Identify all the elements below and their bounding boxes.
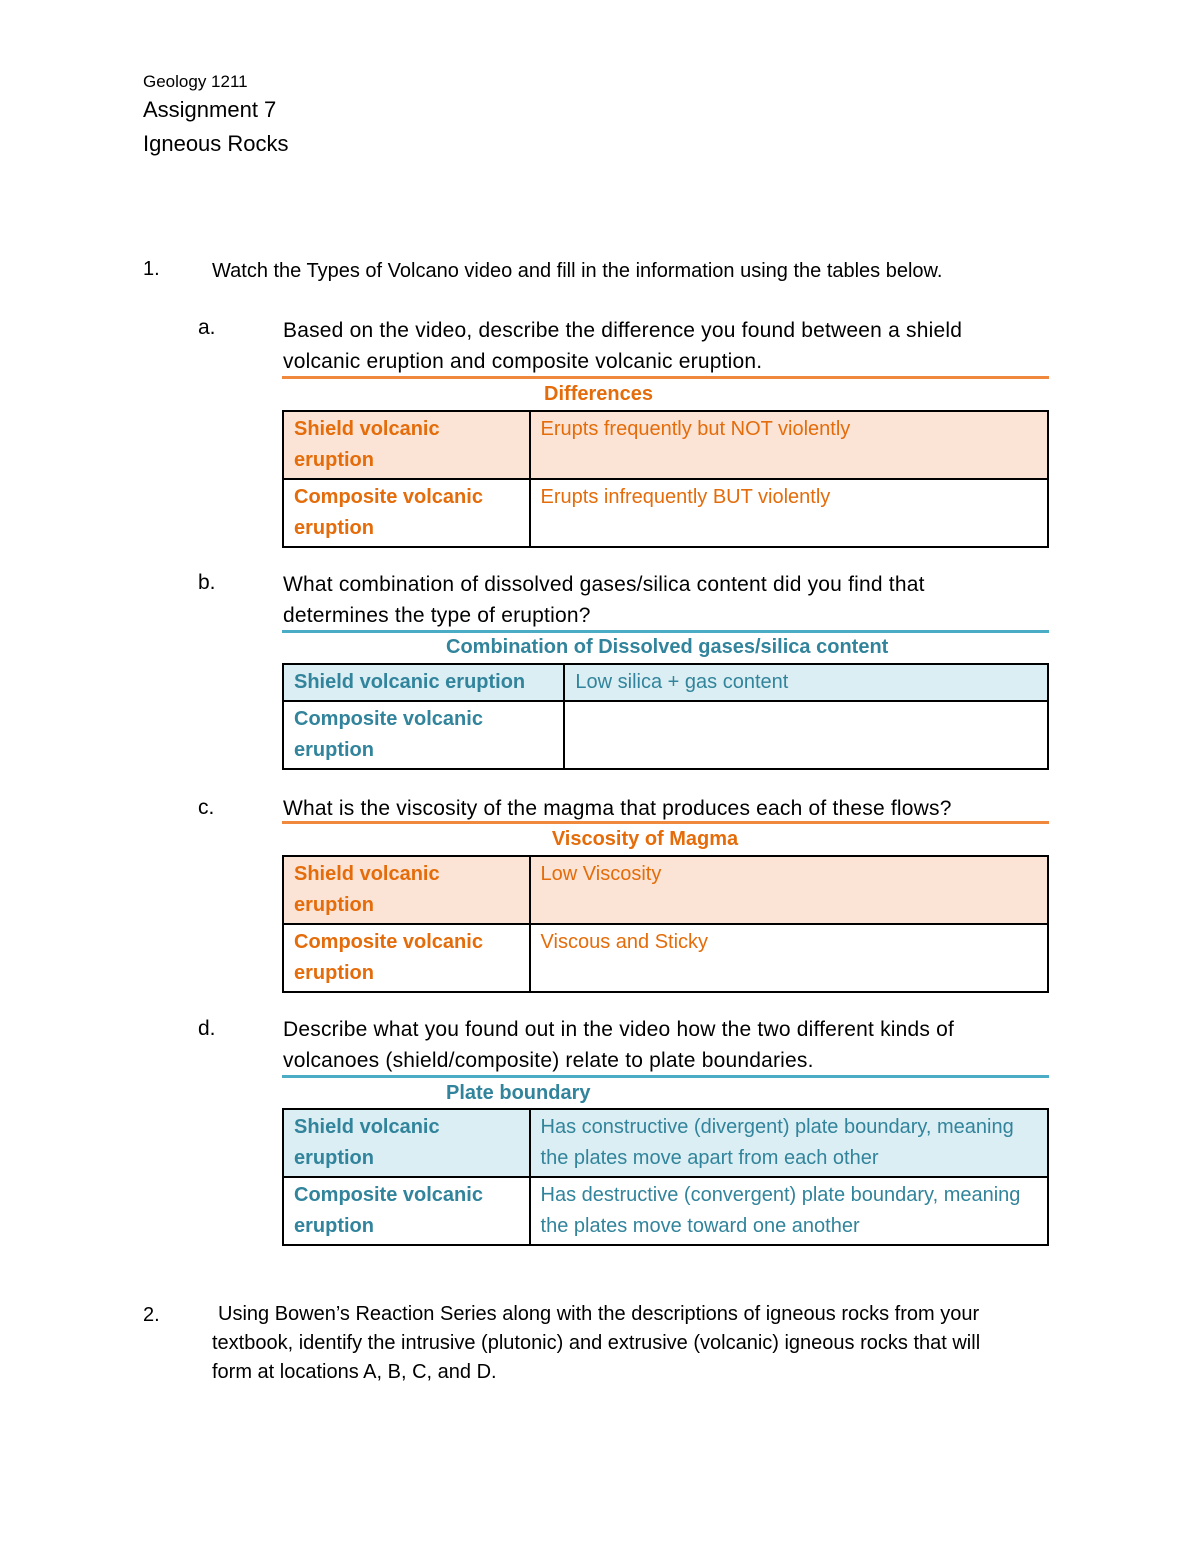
part-b-letter: b. — [198, 571, 216, 594]
viscosity-table — [282, 855, 1049, 993]
viscosity-caption: Viscosity of Magma — [551, 828, 739, 850]
plate-table — [282, 1108, 1049, 1246]
row-value[interactable]: Erupts frequently but NOT violently — [530, 411, 1048, 479]
question-1-text: Watch the Types of Volcano video and fill in the information using the tables below. — [212, 260, 943, 282]
question-1-number: 1. — [143, 258, 160, 280]
part-c-question: What is the viscosity of the magma that produces each of these flows? — [283, 797, 952, 820]
question-2-number: 2. — [143, 1304, 160, 1326]
row-value[interactable]: Has destructive (convergent) plate boundary, meaning the plates move toward one another — [530, 1177, 1048, 1245]
assignment-label: Assignment 7 — [143, 97, 277, 122]
part-a-letter: a. — [198, 316, 216, 339]
row-label: Composite volcanic eruption — [283, 1177, 530, 1245]
table-row — [283, 1177, 1048, 1245]
table-row — [283, 1109, 1048, 1177]
table-row — [283, 924, 1048, 992]
row-label: Composite volcanic eruption — [283, 924, 530, 992]
row-value[interactable]: Low silica + gas content — [564, 664, 1048, 701]
part-d-question: Describe what you found out in the video how the two different kinds of volcanoes (shield/composite) relate to plate boundaries. — [283, 1018, 955, 1072]
part-a-rule — [282, 376, 1049, 379]
part-b-rule — [282, 630, 1049, 633]
question-2-text: Using Bowen’s Reaction Series along with the descriptions of igneous rocks from your textbook, identify the intrusive (plutonic) and extrusive (volcanic) igneous rocks that will form at locations A, B, C, and D. — [212, 1303, 981, 1383]
row-label: Composite volcanic eruption — [283, 479, 530, 547]
silica-caption: Combination of Dissolved gases/silica content — [446, 636, 889, 658]
course-label: Geology 1211 — [143, 72, 248, 91]
table-row — [283, 411, 1048, 479]
row-label: Composite volcanic eruption — [283, 701, 564, 769]
row-label: Shield volcanic eruption — [283, 411, 530, 479]
row-value[interactable]: Viscous and Sticky — [530, 924, 1048, 992]
part-b-question: What combination of dissolved gases/silica content did you find that determines the type of eruption? — [283, 573, 925, 627]
page-title: Igneous Rocks — [143, 131, 289, 156]
part-d-letter: d. — [198, 1017, 216, 1040]
row-label: Shield volcanic eruption — [283, 664, 564, 701]
table-row — [283, 856, 1048, 924]
differences-caption: Differences — [544, 383, 653, 405]
row-value[interactable] — [564, 701, 1048, 769]
plate-caption: Plate boundary — [446, 1082, 591, 1104]
row-label: Shield volcanic eruption — [283, 856, 530, 924]
silica-table — [282, 663, 1049, 770]
part-d-rule — [282, 1075, 1049, 1078]
row-value[interactable]: Low Viscosity — [530, 856, 1048, 924]
row-value[interactable]: Erupts infrequently BUT violently — [530, 479, 1048, 547]
part-c-rule — [282, 821, 1049, 824]
part-a-question: Based on the video, describe the difference you found between a shield volcanic eruption and composite volcanic eruption. — [283, 319, 963, 373]
table-row — [283, 664, 1048, 701]
differences-table — [282, 410, 1049, 548]
table-row — [283, 701, 1048, 769]
table-row — [283, 479, 1048, 547]
part-c-letter: c. — [198, 796, 215, 819]
row-label: Shield volcanic eruption — [283, 1109, 530, 1177]
row-value[interactable]: Has constructive (divergent) plate boundary, meaning the plates move apart from each other — [530, 1109, 1048, 1177]
